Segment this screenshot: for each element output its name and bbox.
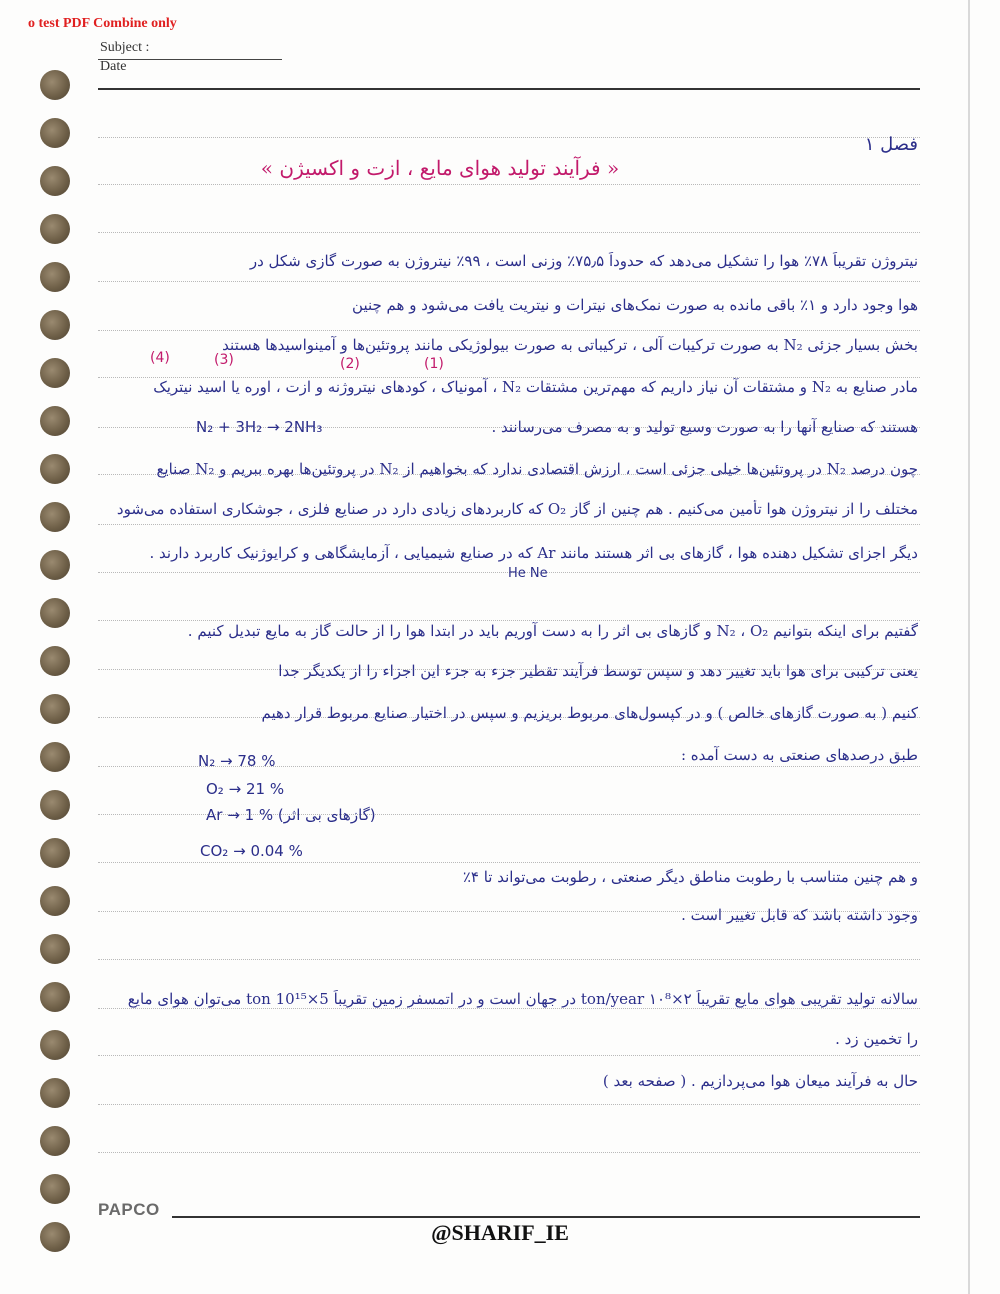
gas-name: N₂: [198, 752, 216, 770]
annotation-mark: (3): [214, 352, 234, 368]
gas-percent: 21 %: [245, 780, 285, 798]
composition-item: [200, 842, 303, 860]
note-line: گفتیم برای اینکه بتوانیم N₂ ، O₂ و گازهای بی اثر را به دست آوریم باید در ابتدا هوا را از حالت گاز به مایع تبدیل کنیم .: [187, 622, 918, 640]
note-line: کنیم ( به صورت گازهای خالص ) و در کپسول‌های مربوط بریزیم و سپس در اختیار صنایع مربوط قرار دهیم: [261, 704, 918, 722]
spiral-holes: [36, 70, 76, 1280]
gas-name: O₂: [206, 780, 224, 798]
note-line: طبق درصدهای صنعتی به دست آمده :: [680, 746, 918, 764]
note-line: و هم چنین متناسب با رطوبت مناطق دیگر صنعتی ، رطوبت می‌تواند تا ۴٪: [462, 868, 918, 886]
gas-percent: 0.04 %: [250, 842, 303, 860]
gas-percent: 1 % (گازهای بی اثر): [244, 806, 376, 824]
note-line: نیتروژن تقریباً ۷۸٪ هوا را تشکیل می‌دهد که حدوداً ۷۵٫۵٪ وزنی است ، ۹۹٪ نیتروژن به صورت گازی شکل در: [249, 252, 918, 270]
papco-logo: PAPCO: [98, 1200, 160, 1219]
note-line: هستند که صنایع آنها را به صورت وسیع تولید و به مصرف می‌رسانند .: [491, 418, 918, 436]
note-line: هوا وجود دارد و ۱٪ باقی مانده به صورت نمک‌های نیترات و نیتریت یافت می‌شود و هم چنین: [352, 296, 918, 314]
watermark-text: o test PDF Combine only: [28, 16, 177, 31]
annotation-mark: (2): [340, 356, 360, 372]
bottom-rule: [172, 1216, 920, 1218]
note-line: مادر صنایع به N₂ و مشتقات آن نیاز داریم که مهم‌ترین مشتقات N₂ ، آمونیاک ، کودهای نیتروژنه و ازت ، اوره یا اسید نیتریک: [153, 378, 918, 396]
note-line: دیگر اجزای تشکیل دهنده هوا ، گازهای بی اثر هستند مانند Ar که در صنایع شیمیایی ، آزمایشگاهی و کرایوژنیک کاربرد دارند .: [149, 544, 918, 562]
ammonia-equation: N₂ + 3H₂ → 2NH₃: [196, 418, 323, 436]
note-line: چون درصد N₂ در پروتئین‌ها خیلی جزئی است ، ارزش اقتصادی ندارد که بخواهیم از N₂ در پروتئین‌ها بهره ببریم و N₂ صنایع: [156, 460, 918, 478]
arrow: →: [233, 842, 246, 860]
arrow: →: [228, 780, 242, 798]
note-line: مختلف را از نیتروژن هوا تأمین می‌کنیم . هم چنین از گاز O₂ که کاربردهای زیادی دارد در صنایع فلزی ، جوشکاری استفاده می‌شود: [116, 500, 918, 518]
arrow: →: [227, 806, 240, 824]
note-line: بخش بسیار جزئی N₂ به صورت ترکیبات آلی ، ترکیباتی به صورت بیولوژیکی مانند پروتئین‌ها و آمینواسیدها هستند: [222, 336, 918, 354]
date-label: Date: [100, 59, 127, 74]
page-title: « فرآیند تولید هوای مایع ، ازت و اکسیژن »: [260, 156, 620, 180]
annotation-mark: (1): [424, 356, 444, 372]
channel-footer: @SHARIF_IE: [431, 1220, 569, 1245]
note-line: سالانه تولید تقریبی هوای مایع تقریباً ۲×۱۰⁸ ton/year در جهان است و در اتمسفر زمین تقریباً 5×10¹⁵ ton می‌توان هوای مایع: [127, 990, 918, 1008]
composition-item: [206, 806, 376, 824]
annotation-mark: (4): [150, 350, 170, 366]
composition-item: [198, 752, 275, 770]
noble-gases-note: He Ne: [508, 566, 548, 581]
composition-item: [206, 780, 284, 798]
note-line: وجود داشته باشد که قابل تغییر است .: [681, 906, 918, 924]
top-rule: [98, 88, 920, 90]
gas-name: CO₂: [200, 842, 229, 860]
subject-label: Subject :: [100, 40, 150, 55]
gas-name: Ar: [206, 806, 223, 824]
note-line: را تخمین زد .: [835, 1030, 918, 1048]
chapter-heading: فصل ۱: [864, 134, 918, 155]
gas-percent: 78 %: [237, 752, 276, 770]
note-line: یعنی ترکیبی برای هوا باید تغییر دهد و سپس توسط فرآیند تقطیر جزء به جزء این اجزاء را از یکدیگر جدا: [278, 662, 918, 680]
page-edge: [968, 0, 970, 1294]
note-line: حال به فرآیند میعان هوا می‌پردازیم . ( صفحه بعد ): [602, 1072, 918, 1090]
arrow: →: [220, 752, 233, 770]
